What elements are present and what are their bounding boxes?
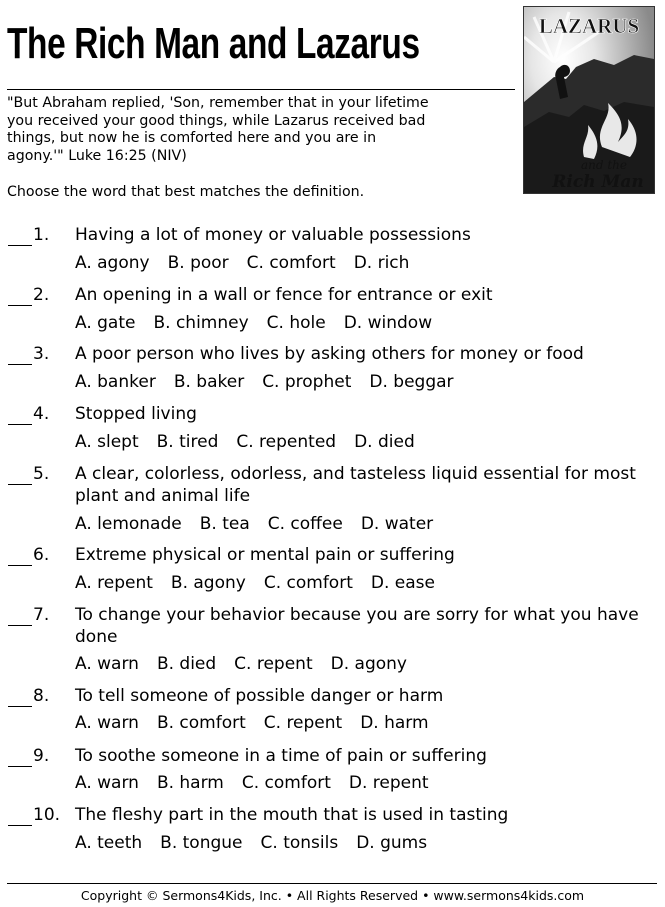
question-text: To tell someone of possible danger or harm: [75, 686, 444, 706]
answer-options: [75, 252, 427, 274]
option-a[interactable]: A. slept: [75, 432, 139, 452]
question-text: Having a lot of money or valuable possessions: [75, 225, 471, 245]
option-a[interactable]: A. teeth: [75, 833, 143, 853]
option-b[interactable]: B. harm: [156, 773, 224, 793]
cover-subtitle-top: and the: [580, 158, 628, 172]
scripture-quote: "But Abraham replied, 'Son, remember that in your lifetime you received your good things, while Lazarus received bad things, but now he is comforted here and you are in agony.'" Luke 16:25 (NIV): [7, 95, 429, 164]
question-text: Stopped living: [75, 404, 197, 424]
question-number: 9.: [33, 746, 50, 766]
option-a[interactable]: A. agony: [75, 253, 150, 273]
page-title: The Rich Man and Lazarus: [7, 19, 420, 68]
question-text: The fleshy part in the mouth that is used in tasting: [75, 805, 509, 825]
option-c[interactable]: C. comfort: [263, 573, 353, 593]
question-number: 6.: [33, 545, 50, 565]
answer-options: [75, 513, 451, 535]
cover-title: LAZARUS: [538, 14, 640, 38]
question-number: 8.: [33, 686, 50, 706]
question-number: 2.: [33, 285, 50, 305]
option-d[interactable]: D. beggar: [369, 372, 454, 392]
option-d[interactable]: D. ease: [370, 573, 435, 593]
option-a[interactable]: A. warn: [75, 713, 139, 733]
answer-blank[interactable]: [8, 625, 32, 626]
answer-options: [75, 832, 445, 854]
question-text: A poor person who lives by asking others for money or food: [75, 344, 584, 364]
question-number: 1.: [33, 225, 50, 245]
answer-options: [75, 653, 425, 675]
answer-options: [75, 431, 433, 453]
answer-blank[interactable]: [8, 766, 32, 767]
answer-options: [75, 572, 453, 594]
option-b[interactable]: B. chimney: [153, 313, 249, 333]
answer-blank[interactable]: [8, 424, 32, 425]
option-c[interactable]: C. comfort: [246, 253, 336, 273]
option-a[interactable]: A. gate: [75, 313, 136, 333]
option-d[interactable]: D. window: [343, 313, 433, 333]
option-b[interactable]: B. tired: [156, 432, 219, 452]
copyright-footer: Copyright © Sermons4Kids, Inc. • All Rights Reserved • www.sermons4kids.com: [80, 888, 585, 903]
option-b[interactable]: B. baker: [173, 372, 245, 392]
option-d[interactable]: D. gums: [356, 833, 428, 853]
option-a[interactable]: A. banker: [75, 372, 156, 392]
answer-blank[interactable]: [8, 706, 32, 707]
option-b[interactable]: B. died: [156, 654, 217, 674]
answer-blank[interactable]: [8, 245, 32, 246]
option-d[interactable]: D. repent: [348, 773, 429, 793]
option-a[interactable]: A. repent: [75, 573, 153, 593]
question-number: 3.: [33, 344, 50, 364]
option-c[interactable]: C. hole: [266, 313, 326, 333]
option-c[interactable]: C. tonsils: [260, 833, 339, 853]
option-c[interactable]: C. repented: [236, 432, 337, 452]
question-text: Extreme physical or mental pain or suffering: [75, 545, 455, 565]
option-b[interactable]: B. tongue: [160, 833, 243, 853]
answer-blank[interactable]: [8, 305, 32, 306]
option-c[interactable]: C. prophet: [262, 372, 352, 392]
question-number: 4.: [33, 404, 50, 424]
instructions: Choose the word that best matches the definition.: [7, 184, 365, 200]
question-number: 7.: [33, 605, 50, 625]
option-b[interactable]: B. comfort: [156, 713, 246, 733]
option-b[interactable]: B. agony: [170, 573, 246, 593]
option-d[interactable]: D. water: [360, 514, 434, 534]
question-text: To soothe someone in a time of pain or suffering: [75, 746, 487, 766]
option-a[interactable]: A. warn: [75, 654, 139, 674]
option-b[interactable]: B. tea: [199, 514, 250, 534]
footer-divider: [7, 883, 657, 884]
option-a[interactable]: A. warn: [75, 773, 139, 793]
answer-options: [75, 712, 447, 734]
option-c[interactable]: C. comfort: [241, 773, 331, 793]
option-d[interactable]: D. harm: [360, 713, 429, 733]
question-number: 10.: [33, 805, 61, 825]
answer-blank[interactable]: [8, 825, 32, 826]
option-c[interactable]: C. repent: [263, 713, 343, 733]
answer-options: [75, 371, 472, 393]
option-d[interactable]: D. rich: [353, 253, 410, 273]
cover-subtitle-bottom: Rich Man: [552, 172, 644, 192]
option-a[interactable]: A. lemonade: [75, 514, 182, 534]
option-c[interactable]: C. coffee: [267, 514, 343, 534]
question-number: 5.: [33, 464, 50, 484]
option-d[interactable]: D. died: [354, 432, 415, 452]
question-text: To change your behavior because you are sorry for what you have done: [75, 605, 639, 647]
answer-options: [75, 772, 447, 794]
answer-blank[interactable]: [8, 364, 32, 365]
title-divider: [7, 89, 515, 90]
lazarus-cover-image: [523, 6, 655, 194]
option-b[interactable]: B. poor: [167, 253, 229, 273]
option-d[interactable]: D. agony: [330, 654, 407, 674]
option-c[interactable]: C. repent: [234, 654, 313, 674]
answer-blank[interactable]: [8, 565, 32, 566]
answer-options: [75, 312, 450, 334]
answer-blank[interactable]: [8, 484, 32, 485]
question-text: An opening in a wall or fence for entrance or exit: [75, 285, 493, 305]
question-text: A clear, colorless, odorless, and tasteless liquid essential for most plant and animal life: [75, 464, 636, 506]
